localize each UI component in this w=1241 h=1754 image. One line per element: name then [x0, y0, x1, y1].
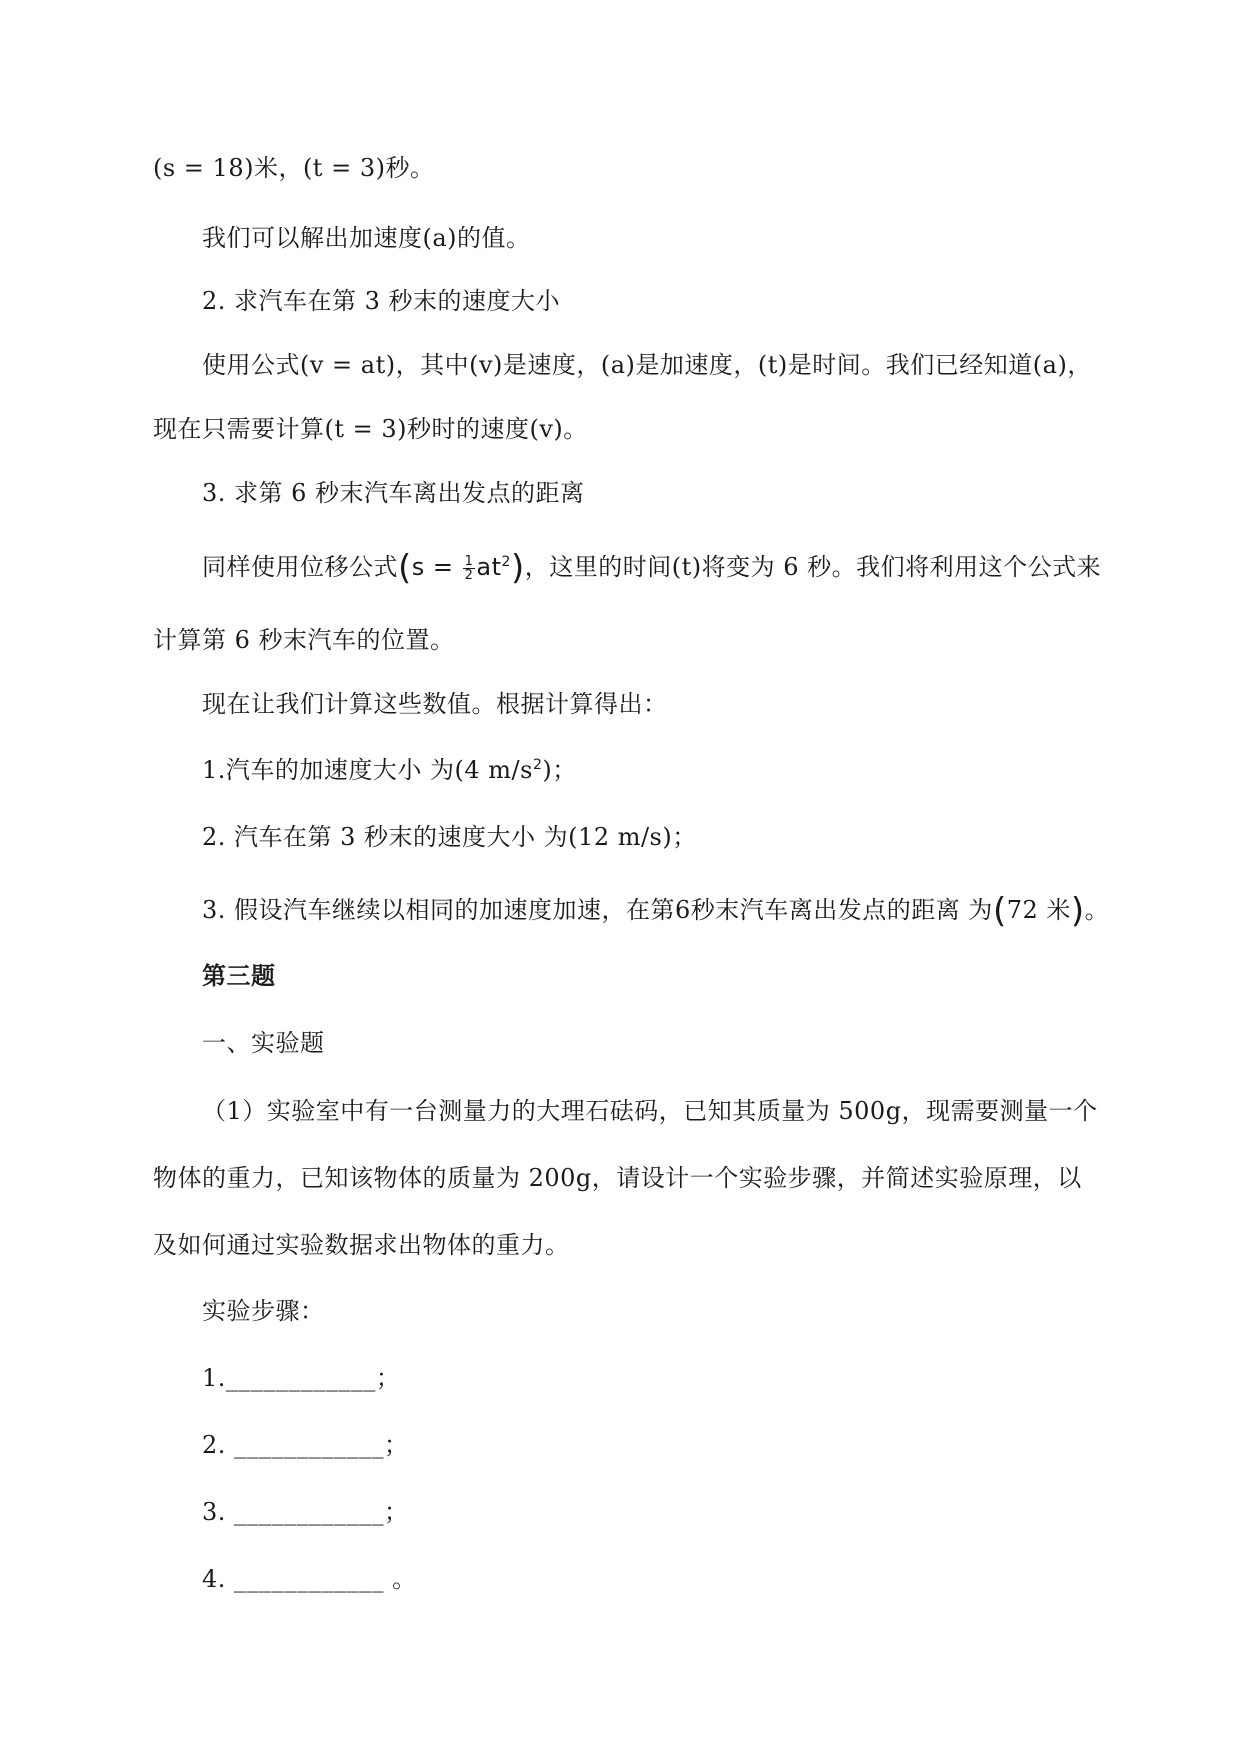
answer-paren-open: (: [992, 891, 1007, 931]
question-heading: 2. 求汽车在第 3 秒末的速度大小: [202, 287, 561, 315]
formula-lhs: s =: [411, 553, 462, 581]
answer-line: 2. 汽车在第 3 秒末的速度大小 为(12 m/s)；: [202, 823, 697, 851]
section-title: 第三题: [202, 961, 276, 990]
answer-paren-close: ): [1070, 891, 1085, 931]
question-heading: 3. 求第 6 秒末汽车离出发点的距离: [202, 479, 585, 507]
formula-text-before: 同样使用位移公式: [202, 553, 398, 581]
answer-text-after: 。: [1084, 896, 1110, 924]
blank-step: 1.____________；: [202, 1364, 401, 1392]
text-line: 使用公式(v = at)，其中(v)是速度，(a)是加速度，(t)是时间。我们已经知道(a)，: [202, 351, 1092, 379]
text-line: 现在只需要计算(t = 3)秒时的速度(v)。: [153, 415, 588, 443]
blank-step: 2. ____________；: [202, 1431, 409, 1459]
answer-exponent: 2: [532, 757, 543, 773]
formula-paren-close: ): [510, 548, 525, 588]
text-line: 计算第 6 秒末汽车的位置。: [153, 626, 455, 654]
formula-paren-open: (: [398, 548, 412, 588]
text-line: 及如何通过实验数据求出物体的重力。: [153, 1231, 570, 1259]
text-line: 现在让我们计算这些数值。根据计算得出：: [202, 690, 668, 718]
steps-heading: 实验步骤：: [202, 1297, 325, 1325]
text-line: (s = 18)米，(t = 3)秒。: [153, 154, 435, 182]
formula-line: [202, 548, 1102, 588]
text-line: （1）实验室中有一台测量力的大理石砝码，已知其质量为 500g，现需要测量一个: [202, 1097, 1098, 1125]
answer-text-before: 3. 假设汽车继续以相同的加速度加速，在第6秒末汽车离出发点的距离 为: [202, 896, 993, 924]
text-line: 我们可以解出加速度(a)的值。: [202, 224, 531, 252]
formula-at: at: [476, 553, 502, 581]
answer-line: [202, 752, 577, 788]
blank-step: 4. ____________ 。: [202, 1565, 417, 1593]
answer-value: 72 米: [1006, 896, 1071, 924]
text-line: 物体的重力，已知该物体的质量为 200g，请设计一个实验步骤，并简述实验原理，以: [153, 1164, 1082, 1192]
blank-step: 3. ____________；: [202, 1498, 409, 1526]
formula-text-after: ，这里的时间(t)将变为 6 秒。我们将利用这个公式来: [524, 553, 1102, 581]
formula-exponent: 2: [501, 554, 511, 570]
fraction-denominator: 2: [464, 568, 474, 583]
section-subtitle: 一、实验题: [202, 1029, 325, 1057]
fraction: [463, 555, 476, 582]
answer-text-before: 1.汽车的加速度大小 为(4 m/s: [202, 756, 533, 784]
answer-text-after: )；: [542, 756, 577, 784]
answer-line: [202, 891, 1110, 931]
fraction-numerator: 1: [464, 554, 474, 569]
